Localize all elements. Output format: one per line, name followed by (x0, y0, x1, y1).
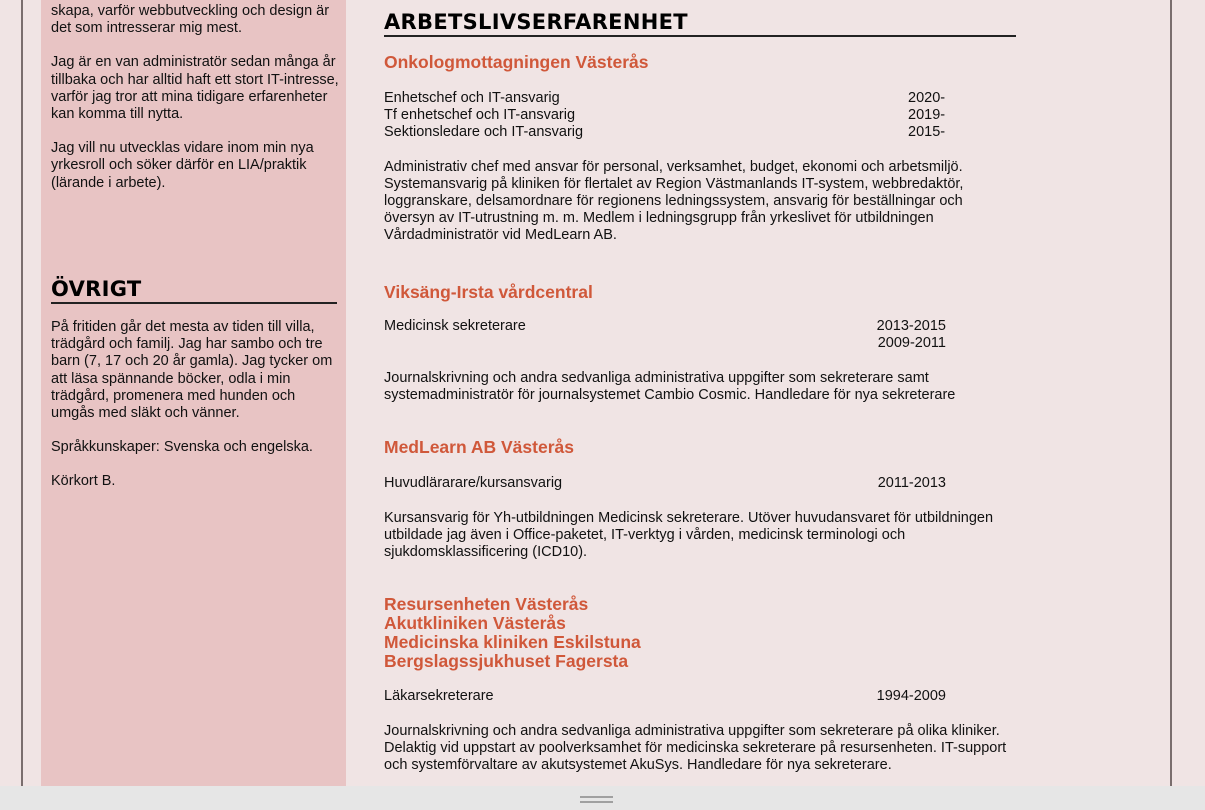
ovrigt-paragraph: Språkkunskaper: Svenska och engelska. (51, 439, 313, 456)
employer-name: Medicinska kliniken Eskilstuna (384, 632, 641, 652)
ovrigt-paragraph: Körkort B. (51, 473, 116, 490)
role-years: 2011-2013 (877, 475, 946, 491)
intro-paragraph: Jag vill nu utvecklas vidare inom min nya yrkesroll och söker därför en LIA/praktik (lärande i arbete). (51, 140, 314, 191)
job-entry (384, 283, 1016, 404)
job-description: Kursansvarig för Yh-utbildningen Medicinsk sekreterare. Utöver huvudansvaret för utbildningen utbildade jag även i Office-paketet, IT-verktyg i vården, medicinsk terminologi och sjukdomsklassificering (ICD10). (384, 510, 994, 560)
intro-paragraph: Jag är en van administratör sedan många år tillbaka och har alltid haft ett stort IT-intresse, varför jag tror att mina tidigare erfarenheter kan komma till nytta. (51, 54, 339, 123)
role-row (384, 688, 946, 705)
employer-name: Akutkliniken Västerås (384, 613, 566, 633)
role-title: Enhetschef och IT-ansvarig (384, 90, 560, 106)
resize-handle-icon[interactable] (580, 796, 613, 803)
employer-name: Resursenheten Västerås (384, 594, 589, 614)
role-row (384, 335, 946, 352)
role-title: Huvudlärarare/kursansvarig (384, 475, 563, 491)
page-left-border (21, 0, 23, 786)
ovrigt-paragraph: På fritiden går det mesta av tiden till villa, trädgård och familj. Jag har sambo och tre barn (7, 17 och 20 år gamla). Jag tycker om att läsa spännande böcker, odla i min trädgård, promenera med hunden och umgås med släkt och vänner. (51, 319, 333, 422)
role-years: 2019- (908, 107, 946, 123)
job-description: Journalskrivning och andra sedvanliga administrativa uppgifter som sekreterare samt systemadministratör för journalsystemet Cambio Cosmic. Handledare för nya sekreterare (384, 370, 956, 403)
job-entry (384, 53, 1016, 244)
intro-paragraph: skapa, varför webbutveckling och design är det som intresserar mig mest. (51, 3, 330, 37)
employer-name: MedLearn AB Västerås (384, 437, 574, 457)
job-description: Administrativ chef med ansvar för personal, verksamhet, budget, ekonomi och arbetsmiljö. Systemansvarig på kliniken för flertalet av Region Västmanlands IT-system, webbredaktör, loggranskare, delsamordnare för regionens ledningssystem, ansvarig för beställningar och översyn av IT-utrustning m. m. Medlem i ledningsgrupp från yrkeslivet för utbildningen Vårdadministratör vid MedLearn AB. (384, 159, 964, 243)
ovrigt-heading: ÖVRIGT (51, 277, 337, 304)
employer-name: Onkologmottagningen Västerås (384, 52, 649, 72)
role-list (384, 475, 1016, 492)
role-row (384, 475, 946, 492)
role-list (384, 90, 1016, 141)
employer-name: Bergslagssjukhuset Fagersta (384, 651, 629, 671)
page-right-border (1170, 0, 1172, 786)
work-experience-section (384, 10, 1016, 810)
intro-section (51, 3, 341, 209)
sidebar (41, 0, 346, 786)
job-entry (384, 438, 1016, 561)
employer-name: Viksäng-Irsta vårdcentral (384, 282, 593, 302)
role-years: 2013-2015 (876, 318, 946, 334)
work-experience-heading: ARBETSLIVSERFARENHET (384, 10, 1016, 37)
role-row (384, 124, 946, 141)
role-years: 2015- (908, 124, 946, 140)
job-description: Journalskrivning och andra sedvanliga administrativa uppgifter som sekreterare på olika kliniker. Delaktig vid uppstart av poolverksamhet för medicinska sekreterare på resursenheten. IT-support och systemförvaltare av akutsystemet AkuSys. Handledare för nya sekreterare. (384, 723, 1007, 773)
role-list (384, 318, 1016, 352)
role-list (384, 688, 1016, 705)
job-entry (384, 595, 1016, 774)
ovrigt-section (51, 277, 337, 508)
bottom-panel-bar (0, 786, 1205, 810)
role-row (384, 107, 946, 124)
role-row (384, 90, 946, 107)
role-title: Tf enhetschef och IT-ansvarig (384, 107, 576, 123)
role-title: Medicinsk sekreterare (384, 318, 526, 334)
role-title: Läkarsekreterare (384, 688, 494, 704)
role-years: 2020- (908, 90, 946, 106)
role-years: 2009-2011 (877, 335, 946, 351)
role-title: Sektionsledare och IT-ansvarig (384, 124, 584, 140)
role-years: 1994-2009 (876, 688, 946, 704)
role-row (384, 318, 946, 335)
